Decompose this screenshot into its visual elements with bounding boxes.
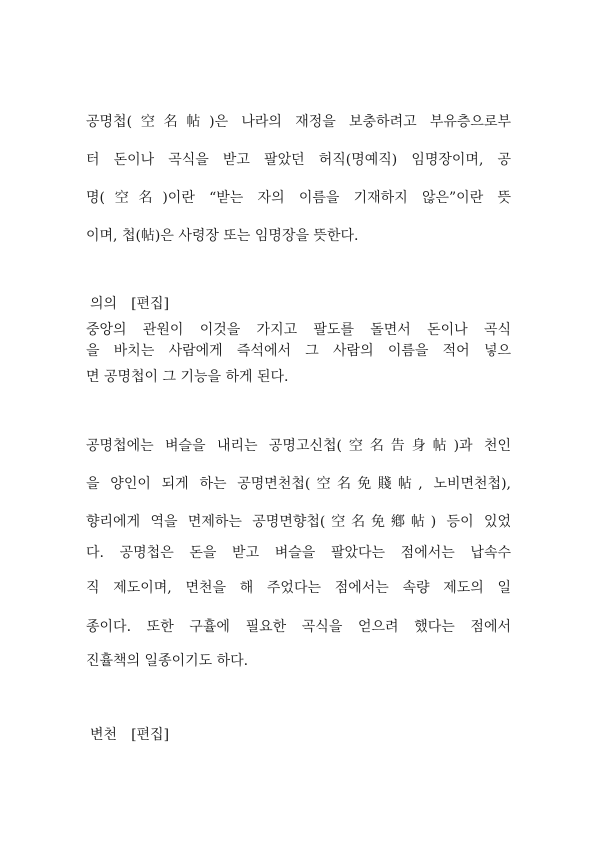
meaning-line-3: 면 공명첩이 그 기능을 하게 된다. — [86, 369, 289, 385]
intro-line-1: 공명첩(空名帖)은 나라의 재정을 보충하려고 부유층으로부 — [86, 114, 511, 130]
intro-line-4: 이며, 첩(帖)은 사령장 또는 임명장을 뜻한다. — [86, 228, 359, 244]
body-line-2: 을 양인이 되게 하는 공명면천첩(空名免賤帖, 노비면천첩), — [86, 476, 511, 492]
section-title-meaning: 의의 — [90, 296, 118, 312]
meaning-line-2: 을 바치는 사람에게 즉석에서 그 사람의 이름을 적어 넣으 — [86, 343, 511, 359]
section-heading-history — [90, 726, 169, 744]
section-title-history: 변천 — [90, 727, 118, 743]
intro-line-2: 터 돈이나 곡식을 받고 팔았던 허직(명예직) 임명장이며, 공 — [86, 152, 511, 168]
edit-link-history[interactable]: [편집] — [131, 727, 170, 743]
body-line-5: 직 제도이며, 면천을 해 주었다는 점에서는 속량 제도의 일 — [86, 580, 511, 596]
body-line-7: 진휼책의 일종이기도 하다. — [86, 653, 249, 669]
body-line-3: 향리에게 역을 면제하는 공명면향첩(空名免鄕帖) 등이 있었 — [86, 514, 511, 530]
meaning-line-1: 중앙의 관원이 이것을 가지고 팔도를 돌면서 돈이나 곡식 — [86, 322, 511, 338]
body-line-1: 공명첩에는 벼슬을 내리는 공명고신첩(空名告身帖)과 천인 — [86, 438, 511, 454]
body-line-6: 종이다. 또한 구휼에 필요한 곡식을 얻으려 했다는 점에서 — [86, 619, 511, 635]
edit-link-meaning[interactable]: [편집] — [131, 296, 170, 312]
body-line-4: 다. 공명첩은 돈을 받고 벼슬을 팔았다는 점에서는 납속수 — [86, 545, 511, 561]
intro-line-3: 명(空名)이란 “받는 자의 이름을 기재하지 않은”이란 뜻 — [86, 190, 511, 206]
section-heading-meaning — [90, 295, 169, 313]
